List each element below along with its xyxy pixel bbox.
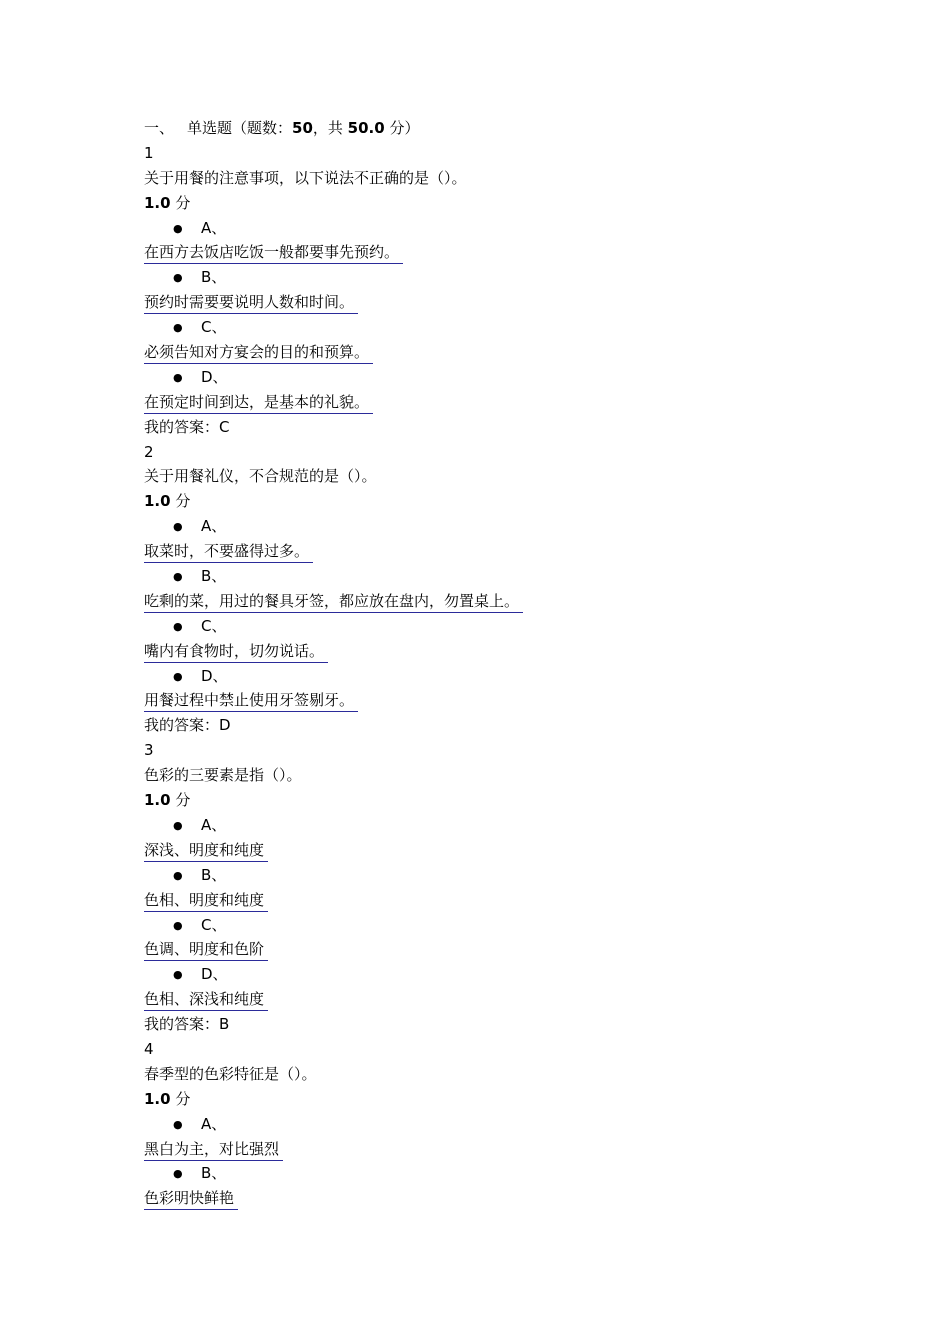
question-number: 4 xyxy=(144,1039,154,1058)
option-letter xyxy=(144,564,844,589)
question-number: 3 xyxy=(144,741,154,760)
option-d[interactable] xyxy=(144,987,844,1012)
option-letter xyxy=(144,365,844,390)
option-letter xyxy=(144,1161,844,1186)
bullet-icon: ● xyxy=(173,1167,183,1181)
question-number: 2 xyxy=(144,442,154,461)
option-letter xyxy=(144,216,844,241)
option-a[interactable] xyxy=(144,539,844,564)
option-d[interactable] xyxy=(144,390,844,415)
my-answer: 我的答案：B xyxy=(144,1015,230,1034)
option-letter xyxy=(144,514,844,539)
bullet-icon: ● xyxy=(173,321,183,335)
bullet-icon: ● xyxy=(173,570,183,584)
option-letter xyxy=(144,265,844,290)
option-text[interactable]: 色彩明快鲜艳 xyxy=(144,1188,238,1210)
option-letter xyxy=(144,1112,844,1137)
score-value: 1.0 xyxy=(144,791,171,810)
question-text: 关于用餐的注意事项，以下说法不正确的是（）。 xyxy=(144,168,467,187)
option-a[interactable] xyxy=(144,838,844,863)
option-text[interactable]: 取菜时，不要盛得过多。 xyxy=(144,541,313,563)
quiz-document xyxy=(144,116,844,1211)
option-a[interactable] xyxy=(144,1137,844,1162)
option-text[interactable]: 在预定时间到达，是基本的礼貌。 xyxy=(144,392,373,414)
option-letter xyxy=(144,962,844,987)
option-text[interactable]: 吃剩的菜，用过的餐具牙签，都应放在盘内，勿置桌上。 xyxy=(144,591,523,613)
section-sep: ，共 xyxy=(312,119,348,137)
question-3 xyxy=(144,738,844,1037)
bullet-icon: ● xyxy=(173,221,183,235)
option-letter xyxy=(144,315,844,340)
question-text: 色彩的三要素是指（）。 xyxy=(144,766,302,785)
option-c[interactable] xyxy=(144,340,844,365)
option-b[interactable] xyxy=(144,589,844,614)
option-a[interactable] xyxy=(144,240,844,265)
bullet-icon: ● xyxy=(173,818,183,832)
option-letter-label: B、 xyxy=(201,1164,227,1183)
my-answer: 我的答案：C xyxy=(144,417,230,436)
my-answer: 我的答案：D xyxy=(144,716,231,735)
score-unit: 分 xyxy=(170,193,191,212)
option-b[interactable] xyxy=(144,290,844,315)
score-unit: 分 xyxy=(170,492,191,511)
question-score xyxy=(144,788,844,813)
bullet-icon: ● xyxy=(173,271,183,285)
score-unit: 分 xyxy=(170,791,191,810)
option-letter xyxy=(144,863,844,888)
option-letter xyxy=(144,813,844,838)
option-text[interactable]: 预约时需要要说明人数和时间。 xyxy=(144,292,358,314)
option-letter-label: C、 xyxy=(201,318,227,337)
option-d[interactable] xyxy=(144,688,844,713)
option-letter-label: B、 xyxy=(201,567,227,586)
option-letter-label: B、 xyxy=(201,865,227,884)
option-text[interactable]: 嘴内有食物时，切勿说话。 xyxy=(144,641,328,663)
bullet-icon: ● xyxy=(173,968,183,982)
option-letter-label: D、 xyxy=(201,666,228,685)
bullet-icon: ● xyxy=(173,370,183,384)
bullet-icon: ● xyxy=(173,619,183,633)
section-number: 一、 xyxy=(144,119,175,137)
option-letter xyxy=(144,664,844,689)
option-letter-label: A、 xyxy=(201,218,227,237)
option-letter-label: C、 xyxy=(201,616,227,635)
option-text[interactable]: 必须告知对方宴会的目的和预算。 xyxy=(144,342,373,364)
bullet-icon: ● xyxy=(173,868,183,882)
question-text: 关于用餐礼仪，不合规范的是（）。 xyxy=(144,467,377,486)
bullet-icon: ● xyxy=(173,669,183,683)
option-b[interactable] xyxy=(144,1186,844,1211)
option-text[interactable]: 在西方去饭店吃饭一般都要事先预约。 xyxy=(144,242,403,264)
option-letter-label: C、 xyxy=(201,915,227,934)
bullet-icon: ● xyxy=(173,918,183,932)
option-letter-label: D、 xyxy=(201,367,228,386)
option-text[interactable]: 用餐过程中禁止使用牙签剔牙。 xyxy=(144,690,358,712)
option-letter-label: A、 xyxy=(201,517,227,536)
question-score xyxy=(144,1087,844,1112)
option-text[interactable]: 色相、明度和纯度 xyxy=(144,890,268,912)
option-c[interactable] xyxy=(144,937,844,962)
question-number: 1 xyxy=(144,143,154,162)
section-total: 50.0 xyxy=(347,119,385,137)
option-letter xyxy=(144,614,844,639)
section-heading xyxy=(144,116,844,141)
section-count: 50 xyxy=(292,119,313,137)
bullet-icon: ● xyxy=(173,520,183,534)
option-text[interactable]: 色调、明度和色阶 xyxy=(144,939,268,961)
option-text[interactable]: 色相、深浅和纯度 xyxy=(144,989,268,1011)
question-1 xyxy=(144,141,844,440)
question-2 xyxy=(144,440,844,739)
bullet-icon: ● xyxy=(173,1117,183,1131)
option-letter-label: D、 xyxy=(201,965,228,984)
option-text[interactable]: 黑白为主，对比强烈 xyxy=(144,1139,283,1161)
score-value: 1.0 xyxy=(144,492,171,511)
option-b[interactable] xyxy=(144,888,844,913)
option-text[interactable]: 深浅、明度和纯度 xyxy=(144,840,268,862)
option-letter-label: A、 xyxy=(201,815,227,834)
score-unit: 分 xyxy=(170,1089,191,1108)
option-letter-label: B、 xyxy=(201,268,227,287)
section-title-prefix: 单选题（题数： xyxy=(187,119,293,137)
option-c[interactable] xyxy=(144,639,844,664)
option-letter xyxy=(144,913,844,938)
score-value: 1.0 xyxy=(144,1089,171,1108)
question-score xyxy=(144,191,844,216)
section-suffix: 分） xyxy=(384,119,420,137)
score-value: 1.0 xyxy=(144,193,171,212)
question-score xyxy=(144,489,844,514)
option-letter-label: A、 xyxy=(201,1114,227,1133)
question-text: 春季型的色彩特征是（）。 xyxy=(144,1064,317,1083)
question-4 xyxy=(144,1037,844,1211)
